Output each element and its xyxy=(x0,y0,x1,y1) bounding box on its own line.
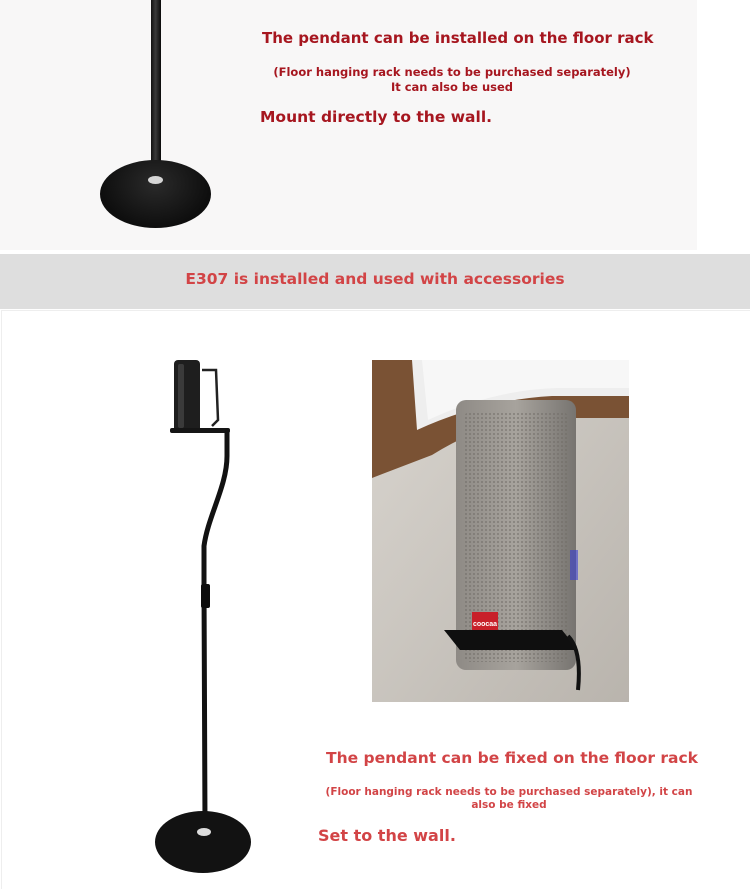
floor-stand-with-speaker-illustration xyxy=(150,356,260,876)
bracket-shelf xyxy=(170,428,230,433)
top-heading-floor-rack: The pendant can be installed on the floor rack xyxy=(262,29,654,47)
stand-base xyxy=(155,811,251,873)
wall-mounted-speaker-photo xyxy=(372,360,629,702)
floor-stand-collar xyxy=(148,176,163,184)
floor-stand-base xyxy=(100,160,211,228)
top-right-strip xyxy=(697,0,750,250)
speaker-brand-label: coocaa xyxy=(472,621,498,628)
bottom-heading-floor-rack: The pendant can be fixed on the floor rack xyxy=(326,749,698,767)
top-heading-wall-mount: Mount directly to the wall. xyxy=(260,108,493,126)
wall-bracket-shelf xyxy=(444,630,578,650)
speaker-body xyxy=(174,360,200,432)
banner-title: E307 is installed and used with accessories xyxy=(185,270,565,288)
bottom-heading-wall-mount: Set to the wall. xyxy=(318,826,456,845)
bottom-note-purchase-separately: (Floor hanging rack needs to be purchased separately), it can also be fixed xyxy=(325,786,693,811)
floor-stand-pole xyxy=(151,0,161,184)
top-note-purchase-separately: (Floor hanging rack needs to be purchased separately) It can also be used xyxy=(273,65,631,94)
stand-pole xyxy=(204,432,227,826)
